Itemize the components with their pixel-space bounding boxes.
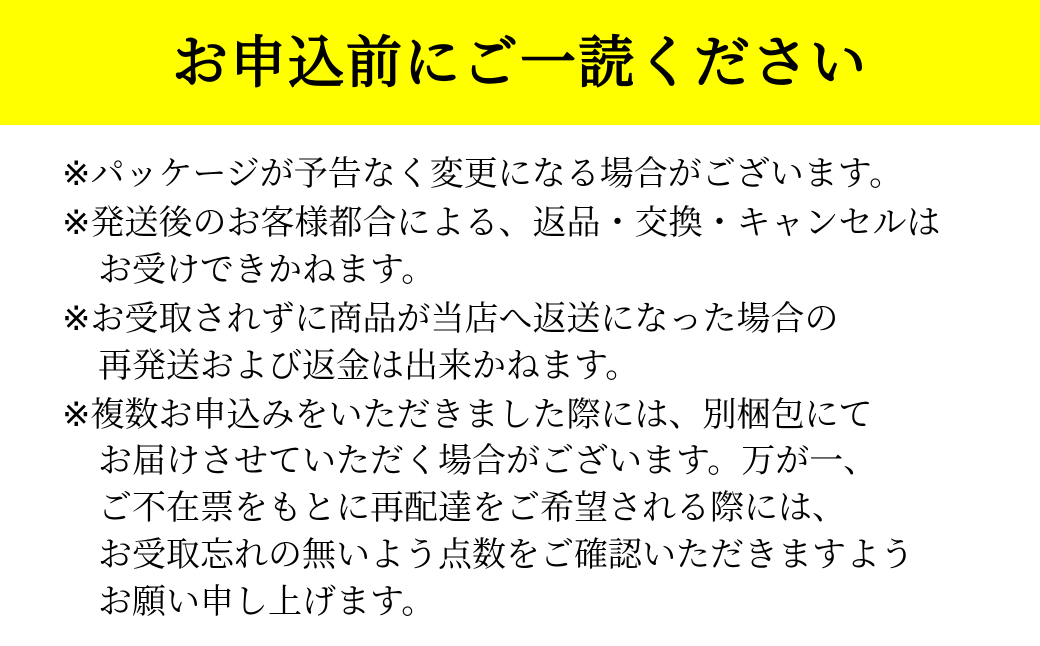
notice-header-banner (0, 0, 1040, 125)
notice-line: お届けさせていただく場合がございます。万が一、 (98, 442, 878, 481)
page-title: お申込前にご一読ください (172, 30, 868, 94)
list-item (62, 200, 992, 294)
notice-line: お受取忘れの無いよう点数をご確認いただきますよう (98, 536, 914, 575)
notice-line: ※パッケージが予告なく変更になる場合がございます。 (62, 155, 904, 193)
list-item (62, 151, 992, 198)
notice-line: ご不在票をもとに再配達をご希望される際には、 (98, 489, 846, 528)
notice-list (62, 151, 992, 626)
notice-line: お願い申し上げます。 (98, 583, 436, 622)
notice-line: ※お受取されずに商品が当店へ返送になった場合の (62, 299, 839, 338)
list-item (62, 296, 992, 390)
notice-body (0, 125, 1040, 646)
notice-line: お受けできかねます。 (98, 250, 436, 289)
notice-line: ※発送後のお客様都合による、返品・交換・キャンセルは (62, 203, 941, 242)
notice-line: ※複数お申込みをいただきました際には、別梱包にて (62, 395, 873, 434)
notice-line: 再発送および返金は出来かねます。 (98, 346, 640, 385)
list-item (62, 392, 992, 627)
